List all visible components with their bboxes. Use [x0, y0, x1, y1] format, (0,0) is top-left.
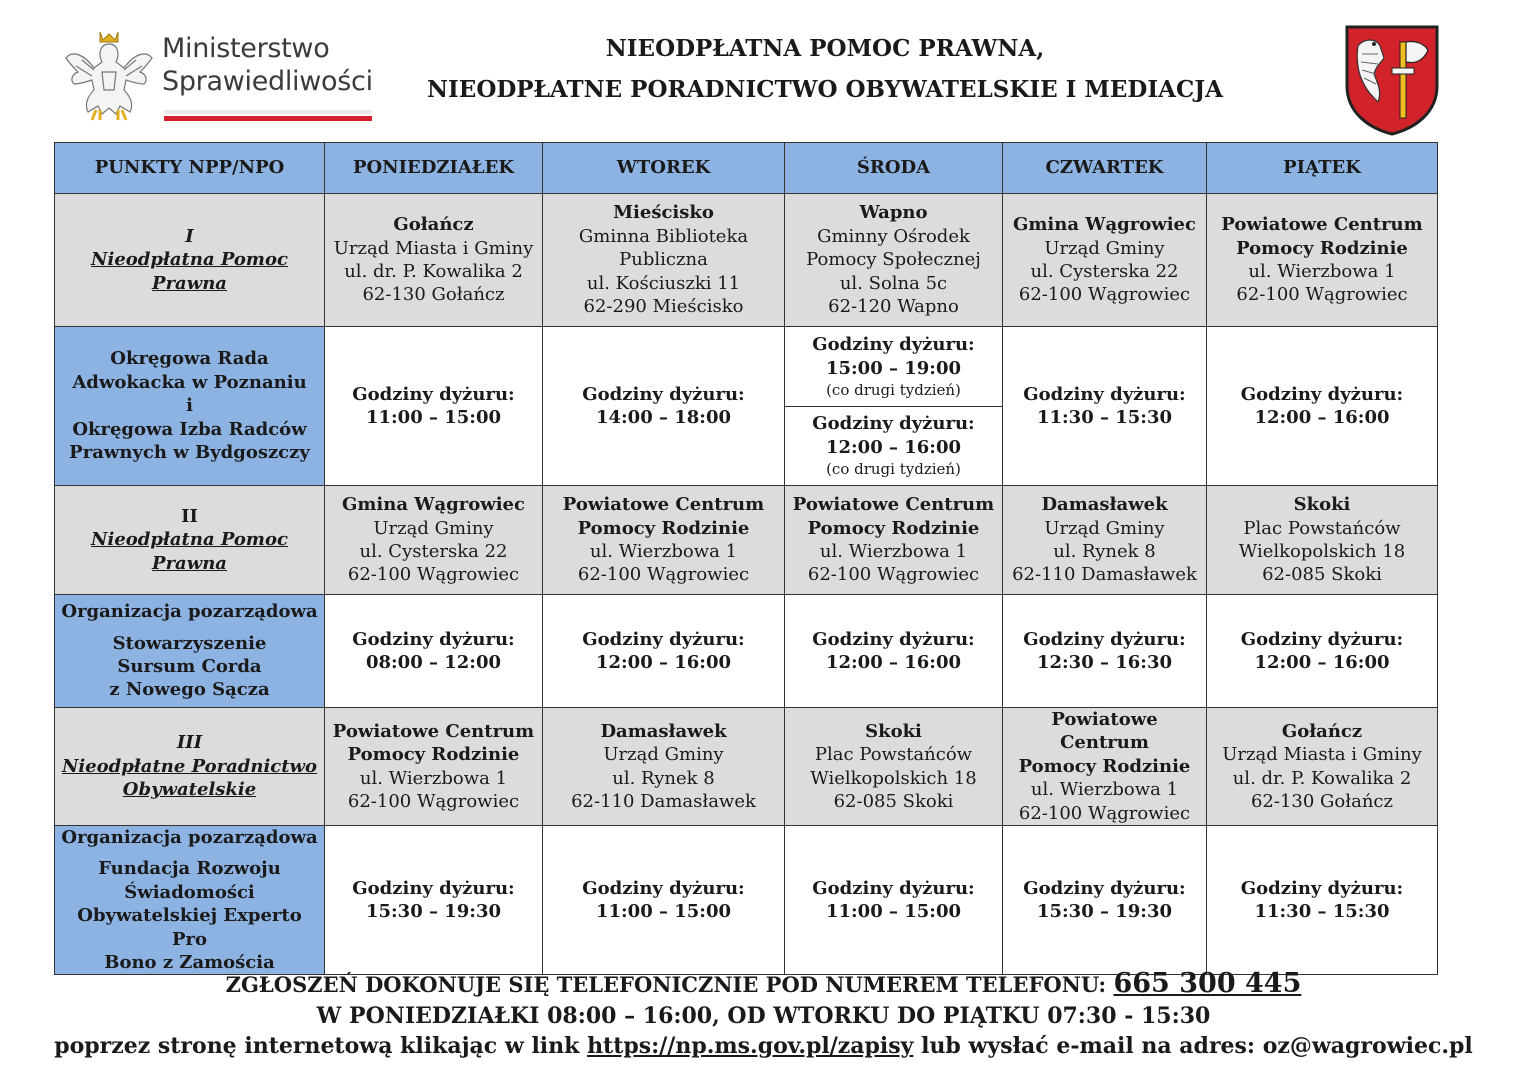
address-line: ul. Cysterska 22 [1030, 261, 1179, 282]
location-name: Mieścisko [613, 202, 714, 224]
hours-note: (co drugi tydzień) [826, 380, 961, 399]
hours-cell [325, 595, 543, 708]
header-wednesday: ŚRODA [785, 143, 1003, 194]
point-name: Obywatelskie [122, 779, 257, 801]
location-name: Damasławek [600, 720, 727, 742]
organization-cell [55, 826, 325, 975]
address-line: 62-120 Wapno [828, 296, 959, 318]
location-name: Gmina Wągrowiec [1013, 214, 1196, 236]
hours-cell [785, 826, 1003, 975]
hours-value: 12:30 – 16:30 [1036, 652, 1173, 673]
hours-label: Godziny dyżuru: [1023, 877, 1186, 899]
point-name: Nieodpłatna Pomoc Prawna [91, 529, 288, 574]
location-name: Pomocy Rodzinie [577, 517, 750, 539]
hours-label: Godziny dyżuru: [582, 628, 745, 650]
address-line: ul. Rynek 8 [1053, 541, 1156, 562]
schedule-table [54, 142, 1438, 975]
table-row [55, 826, 1438, 975]
hours-label: Godziny dyżuru: [1023, 383, 1186, 405]
address-line: 62-290 Mieścisko [583, 296, 744, 318]
address-line: 62-085 Skoki [1262, 564, 1382, 586]
location-cell [325, 194, 543, 327]
hours-cell [543, 826, 785, 975]
white-eagle-emblem-icon [64, 24, 154, 122]
footer-hours-line: W PONIEDZIAŁKI 08:00 – 16:00, OD WTORKU DO PIĄTKU 07:30 - 15:30 [316, 1003, 1211, 1029]
address-line: 62-130 Gołańcz [362, 284, 505, 306]
organization-cell [55, 595, 325, 708]
address-line: 62-100 Wągrowiec [807, 564, 980, 586]
location-cell [1003, 194, 1207, 327]
address-line: 62-110 Damasławek [1012, 564, 1197, 586]
address-line: Pomocy Społecznej [806, 249, 981, 271]
org-line: Prawnych w Bydgoszczy [69, 442, 310, 464]
location-name: Pomocy Rodzinie [1018, 755, 1191, 777]
table-row [55, 327, 1438, 486]
address-line: ul. Cysterska 22 [359, 541, 508, 562]
address-line: ul. Kościuszki 11 [586, 272, 741, 294]
location-name: Damasławek [1041, 494, 1168, 516]
point-cell [55, 486, 325, 595]
location-cell [543, 486, 785, 595]
hours-label: Godziny dyżuru: [812, 628, 975, 650]
address-line: 62-100 Wągrowiec [347, 564, 520, 586]
hours-label: Godziny dyżuru: [1240, 628, 1404, 650]
ministry-line2: Sprawiedliwości [162, 66, 373, 97]
location-name: Powiatowe Centrum [562, 494, 765, 516]
location-cell [1207, 194, 1438, 327]
footer-link-intro: poprzez stronę internetową klikając w link [54, 1033, 588, 1059]
org-line: Adwokacka w Poznaniu [72, 371, 307, 393]
address-line: 62-100 Wągrowiec [1018, 802, 1191, 824]
address-line: ul. Rynek 8 [612, 767, 715, 789]
table-row [55, 595, 1438, 708]
hours-cell [1207, 826, 1438, 975]
table-row [55, 708, 1438, 826]
hours-value: 08:00 – 12:00 [365, 652, 502, 673]
location-cell [785, 708, 1003, 826]
hours-alternate-week [785, 407, 1002, 485]
location-name: Gołańcz [1281, 720, 1363, 742]
address-line: Urząd Gminy [1044, 517, 1165, 539]
hours-label: Godziny dyżuru: [812, 877, 975, 899]
header-thursday: CZWARTEK [1003, 143, 1207, 194]
flag-bar-white [164, 110, 372, 114]
address-line: Wielkopolskich 18 [810, 767, 977, 789]
org-line: i [186, 395, 193, 417]
ministry-line1: Ministerstwo [162, 33, 330, 64]
address-line: 62-100 Wągrowiec [1236, 284, 1408, 306]
hours-value: 11:30 – 15:30 [1254, 901, 1390, 923]
hours-label: Godziny dyżuru: [582, 877, 745, 899]
point-name: Nieodpłatna Pomoc Prawna [91, 249, 288, 294]
address-line: Plac Powstańców [814, 744, 973, 766]
header-tuesday: WTOREK [543, 143, 785, 194]
point-number: I [185, 225, 194, 247]
address-line: 62-100 Wągrowiec [577, 564, 750, 586]
hours-cell [1207, 327, 1438, 486]
org-line: Stowarzyszenie [112, 632, 267, 654]
hours-cell [543, 327, 785, 486]
address-line: Urząd Gminy [1044, 237, 1165, 259]
ministry-logo [64, 24, 384, 124]
address-line: ul. Wierzbowa 1 [1248, 261, 1396, 282]
address-line: ul. Wierzbowa 1 [819, 541, 968, 562]
hours-value: 11:00 – 15:00 [595, 901, 732, 923]
hours-cell [543, 595, 785, 708]
header-points: PUNKTY NPP/NPO [55, 143, 325, 194]
location-name: Gmina Wągrowiec [342, 494, 525, 516]
phone-number[interactable]: 665 300 445 [1113, 968, 1302, 999]
location-cell [1003, 486, 1207, 595]
address-line: 62-085 Skoki [833, 790, 954, 812]
footer-email-text: lub wysłać e-mail na adres: oz@wagrowiec.pl [913, 1033, 1473, 1059]
hours-label: Godziny dyżuru: [582, 383, 745, 405]
point-cell [55, 708, 325, 826]
location-cell [1207, 708, 1438, 826]
registration-link[interactable]: https://np.ms.gov.pl/zapisy [587, 1033, 914, 1059]
header-row [55, 143, 1438, 194]
location-name: Skoki [865, 720, 922, 742]
location-cell [785, 194, 1003, 327]
hours-value: 11:00 – 15:00 [365, 407, 502, 428]
org-title: Organizacja pozarządowa [61, 601, 318, 623]
hours-value: 15:30 – 19:30 [1036, 901, 1173, 923]
county-coat-of-arms-icon [1344, 24, 1440, 136]
hours-value: 12:00 – 16:00 [825, 436, 962, 458]
hours-label: Godziny dyżuru: [352, 628, 515, 650]
footer-phone-text: ZGŁOSZEŃ DOKONUJE SIĘ TELEFONICZNIE POD NUMEREM TELEFONU: [225, 972, 1114, 997]
point-name: Nieodpłatne Poradnictwo [61, 755, 318, 777]
address-line: Gminny Ośrodek [817, 225, 970, 247]
hours-label: Godziny dyżuru: [812, 334, 975, 356]
hours-value: 12:00 – 16:00 [825, 652, 962, 673]
location-cell [543, 708, 785, 826]
location-name: Powiatowe Centrum [1051, 709, 1158, 754]
table-row [55, 486, 1438, 595]
hours-cell [1003, 826, 1207, 975]
location-cell [1207, 486, 1438, 595]
hours-value: 15:00 – 19:00 [825, 357, 962, 379]
location-name: Powiatowe Centrum [332, 720, 535, 742]
footer-contact-line [0, 1030, 1527, 1062]
page-title [400, 28, 1250, 110]
address-line: ul. Solna 5c [839, 272, 948, 294]
hours-label: Godziny dyżuru: [1240, 383, 1404, 405]
address-line: ul. Wierzbowa 1 [359, 767, 508, 789]
hours-cell [325, 826, 543, 975]
org-line: Sursum Corda [117, 656, 262, 677]
org-line: Okręgowa Rada [110, 348, 269, 370]
hours-value: 12:00 – 16:00 [1254, 407, 1390, 428]
hours-label: Godziny dyżuru: [812, 413, 975, 435]
location-cell [785, 486, 1003, 595]
title-line1: NIEODPŁATNA POMOC PRAWNA, [605, 35, 1045, 62]
address-line: ul. Wierzbowa 1 [589, 541, 738, 562]
hours-value: 12:00 – 16:00 [1254, 652, 1390, 673]
address-line: 62-130 Gołańcz [1250, 790, 1393, 812]
header-friday: PIĄTEK [1207, 143, 1438, 194]
location-cell [543, 194, 785, 327]
hours-value: 11:30 – 15:30 [1036, 407, 1173, 428]
hours-cell [1003, 327, 1207, 486]
hours-value: 15:30 – 19:30 [365, 901, 502, 923]
address-line: 62-110 Damasławek [571, 790, 756, 812]
hours-label: Godziny dyżuru: [1240, 877, 1404, 899]
address-line: 62-100 Wągrowiec [1018, 284, 1191, 306]
location-cell [325, 708, 543, 826]
location-cell [325, 486, 543, 595]
location-name: Powiatowe Centrum [1221, 214, 1423, 236]
org-line: Okręgowa Izba Radców [72, 418, 307, 440]
address-line: ul. dr. P. Kowalika 2 [1232, 767, 1412, 789]
address-line: Urząd Miasta i Gminy [333, 237, 534, 259]
address-line: Urząd Miasta i Gminy [1222, 744, 1422, 766]
location-name: Pomocy Rodzinie [1236, 237, 1408, 259]
address-line: Publiczna [619, 249, 708, 271]
address-line: Urząd Gminy [373, 517, 494, 539]
org-line: Bono z Zamościa [104, 952, 275, 974]
location-name: Pomocy Rodzinie [347, 744, 520, 766]
location-name: Gołańcz [393, 214, 474, 236]
hours-cell [785, 595, 1003, 708]
address-line: Urząd Gminy [603, 744, 724, 766]
hours-alternate-week [785, 328, 1002, 407]
location-name: Skoki [1293, 494, 1351, 516]
org-line: z Nowego Sącza [109, 679, 270, 701]
organization-cell [55, 327, 325, 486]
hours-value: 14:00 – 18:00 [595, 407, 732, 428]
hours-label: Godziny dyżuru: [352, 877, 515, 899]
hours-cell [1003, 595, 1207, 708]
address-line: Plac Powstańców [1243, 517, 1401, 539]
hours-label: Godziny dyżuru: [352, 383, 515, 405]
org-line: Fundacja Rozwoju [98, 858, 281, 880]
address-line: ul. Wierzbowa 1 [1030, 779, 1179, 801]
header-monday: PONIEDZIAŁEK [325, 143, 543, 194]
hours-note: (co drugi tydzień) [826, 459, 961, 478]
location-name: Wapno [859, 202, 928, 224]
point-cell [55, 194, 325, 327]
hours-value: 11:00 – 15:00 [825, 901, 962, 923]
location-name: Pomocy Rodzinie [807, 517, 980, 539]
address-line: Wielkopolskich 18 [1238, 541, 1406, 562]
location-cell [1003, 708, 1207, 826]
address-line: Gminna Biblioteka [578, 225, 749, 247]
hours-cell-split [785, 327, 1003, 486]
location-name: Powiatowe Centrum [792, 494, 995, 516]
point-number: III [176, 732, 203, 754]
footer-phone-line [0, 968, 1527, 1001]
org-line: Obywatelskiej Experto Pro [77, 905, 302, 950]
org-line: Świadomości [124, 881, 255, 903]
ministry-name [162, 32, 373, 98]
hours-label: Godziny dyżuru: [1023, 628, 1186, 650]
point-number: II [181, 505, 198, 527]
address-line: 62-100 Wągrowiec [347, 790, 520, 812]
hours-value: 12:00 – 16:00 [595, 652, 732, 673]
hours-cell [325, 327, 543, 486]
address-line: ul. dr. P. Kowalika 2 [344, 261, 523, 282]
flag-bar-red [164, 116, 372, 121]
table-row [55, 194, 1438, 327]
hours-cell [1207, 595, 1438, 708]
title-line2: NIEODPŁATNE PORADNICTWO OBYWATELSKIE I MEDIACJA [427, 76, 1223, 103]
org-title: Organizacja pozarządowa [61, 827, 318, 849]
